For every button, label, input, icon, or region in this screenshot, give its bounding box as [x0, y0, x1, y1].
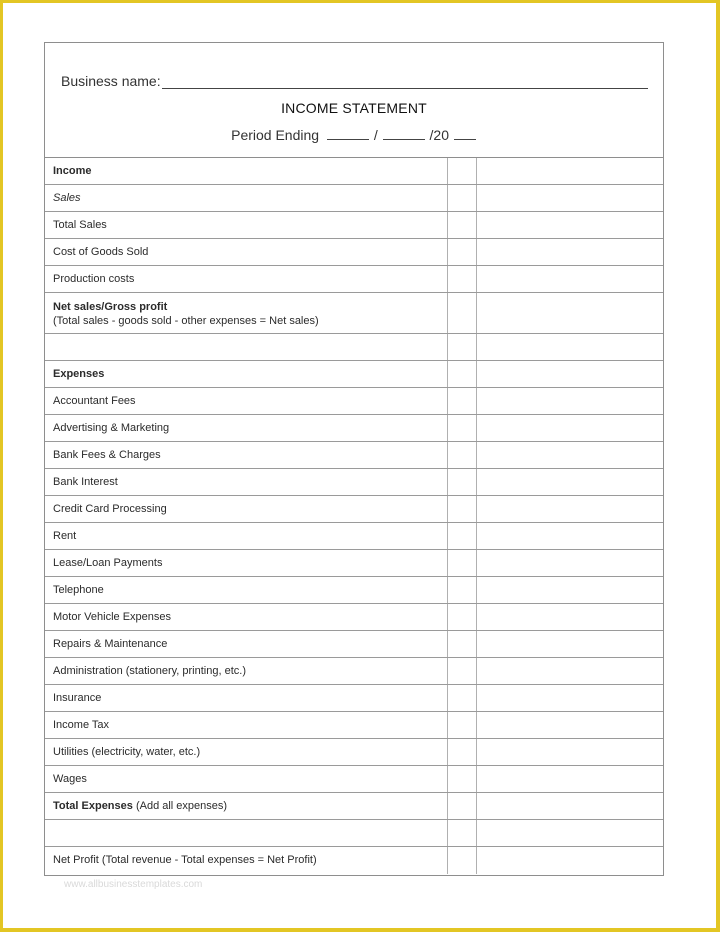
row-label-text: Net sales/Gross profit — [53, 301, 168, 313]
table-row — [45, 604, 663, 631]
amount-cell[interactable] — [476, 577, 663, 603]
table-row — [45, 577, 663, 604]
amount-cell-narrow[interactable] — [447, 266, 477, 292]
amount-cell-narrow[interactable] — [447, 361, 477, 387]
table-row — [45, 766, 663, 793]
row-label-text: Bank Fees & Charges — [53, 449, 161, 461]
row-label-text: Repairs & Maintenance — [53, 638, 168, 650]
row-label-text: Total Sales — [53, 219, 107, 231]
row-label — [53, 300, 319, 328]
amount-cell[interactable] — [476, 388, 663, 414]
row-label-text: Lease/Loan Payments — [53, 557, 163, 569]
row-label-text: Insurance — [53, 692, 102, 704]
table-row — [45, 685, 663, 712]
business-name-label: Business name: — [61, 73, 161, 89]
row-label-note: (Add all expenses) — [132, 800, 228, 812]
table-row — [45, 415, 663, 442]
amount-cell[interactable] — [476, 658, 663, 684]
row-label — [53, 165, 92, 177]
row-label — [53, 395, 136, 407]
row-label — [53, 773, 87, 785]
table-row — [45, 239, 663, 266]
amount-cell-narrow[interactable] — [447, 496, 477, 522]
amount-cell-narrow[interactable] — [447, 523, 477, 549]
amount-cell[interactable] — [476, 631, 663, 657]
amount-cell-narrow[interactable] — [447, 604, 477, 630]
table-row — [45, 658, 663, 685]
amount-cell-narrow[interactable] — [447, 442, 477, 468]
amount-cell[interactable] — [476, 239, 663, 265]
amount-cell[interactable] — [476, 185, 663, 211]
row-label-text: Bank Interest — [53, 476, 118, 488]
row-label-text: Expenses — [53, 368, 105, 380]
table-row — [45, 847, 663, 874]
row-label — [53, 503, 167, 515]
amount-cell[interactable] — [476, 550, 663, 576]
table-row — [45, 212, 663, 239]
row-label-text: Motor Vehicle Expenses — [53, 611, 172, 623]
amount-cell-narrow[interactable] — [447, 185, 477, 211]
table-row — [45, 739, 663, 766]
row-label — [53, 800, 227, 812]
row-label-text: Cost of Goods Sold — [53, 246, 149, 258]
row-label — [53, 719, 109, 731]
amount-cell[interactable] — [476, 604, 663, 630]
amount-cell-narrow[interactable] — [447, 577, 477, 603]
table-row — [45, 334, 663, 361]
amount-cell[interactable] — [476, 293, 663, 333]
amount-cell[interactable] — [476, 712, 663, 738]
income-statement-form — [44, 42, 664, 876]
amount-cell-narrow[interactable] — [447, 239, 477, 265]
row-label — [53, 368, 104, 380]
row-label-text: Credit Card Processing — [53, 503, 167, 515]
amount-cell-narrow[interactable] — [447, 766, 477, 792]
row-label — [53, 192, 81, 204]
amount-cell-narrow[interactable] — [447, 739, 477, 765]
amount-cell[interactable] — [476, 523, 663, 549]
row-label-text: Income — [53, 165, 92, 177]
row-label-text: Utilities (electricity, water, etc.) — [53, 746, 201, 758]
row-label — [53, 584, 104, 596]
amount-cell-narrow[interactable] — [447, 334, 477, 360]
business-name-input[interactable] — [162, 74, 648, 89]
row-label-text: Total Expenses — [53, 800, 133, 812]
row-label — [53, 530, 76, 542]
amount-cell[interactable] — [476, 469, 663, 495]
amount-cell[interactable] — [476, 442, 663, 468]
row-label — [53, 854, 317, 866]
amount-cell[interactable] — [476, 766, 663, 792]
amount-cell[interactable] — [476, 266, 663, 292]
row-label — [53, 449, 161, 461]
amount-cell-narrow[interactable] — [447, 550, 477, 576]
amount-cell[interactable] — [476, 739, 663, 765]
amount-cell[interactable] — [476, 415, 663, 441]
amount-cell-narrow[interactable] — [447, 415, 477, 441]
table-row — [45, 793, 663, 820]
table-row — [45, 293, 663, 334]
table-row — [45, 361, 663, 388]
statement-table — [45, 157, 663, 874]
table-row — [45, 550, 663, 577]
amount-cell-narrow[interactable] — [447, 293, 477, 333]
row-label-subtext: (Total sales - goods sold - other expenses = Net sales) — [53, 315, 319, 327]
amount-cell[interactable] — [476, 793, 663, 819]
amount-cell[interactable] — [476, 847, 663, 874]
table-row — [45, 185, 663, 212]
table-row — [45, 388, 663, 415]
page-title: INCOME STATEMENT — [281, 100, 427, 116]
row-label-text: Accountant Fees — [53, 395, 136, 407]
row-label-text: Telephone — [53, 584, 104, 596]
amount-cell[interactable] — [476, 334, 663, 360]
period-year-prefix: /20 — [429, 127, 449, 143]
table-row — [45, 712, 663, 739]
form-header — [45, 43, 663, 157]
period-separator: / — [373, 127, 378, 143]
table-row — [45, 523, 663, 550]
table-row — [45, 158, 663, 185]
row-label — [53, 611, 171, 623]
business-name-field — [61, 73, 648, 89]
row-label — [53, 476, 118, 488]
amount-cell-narrow[interactable] — [447, 158, 477, 184]
period-label: Period Ending — [231, 127, 320, 143]
amount-cell[interactable] — [476, 158, 663, 184]
row-label — [53, 273, 134, 285]
amount-cell-narrow[interactable] — [447, 658, 477, 684]
amount-cell-narrow[interactable] — [447, 212, 477, 238]
amount-cell-narrow[interactable] — [447, 388, 477, 414]
row-label-text: Wages — [53, 773, 87, 785]
table-row — [45, 442, 663, 469]
amount-cell-narrow[interactable] — [447, 469, 477, 495]
amount-cell[interactable] — [476, 820, 663, 846]
period-year-input[interactable] — [454, 127, 476, 140]
watermark: www.allbusinesstemplates.com — [64, 879, 203, 890]
amount-cell-narrow[interactable] — [447, 631, 477, 657]
row-label-text: Production costs — [53, 273, 135, 285]
row-label — [53, 746, 200, 758]
amount-cell-narrow[interactable] — [447, 685, 477, 711]
amount-cell-narrow[interactable] — [447, 847, 477, 874]
row-label-text: Net Profit (Total revenue - Total expenses = Net Profit) — [53, 854, 317, 866]
table-row — [45, 631, 663, 658]
row-label-text: Advertising & Marketing — [53, 422, 170, 434]
amount-cell[interactable] — [476, 212, 663, 238]
amount-cell[interactable] — [476, 685, 663, 711]
row-label — [53, 219, 107, 231]
row-label-text: Income Tax — [53, 719, 110, 731]
row-label-text: Sales — [53, 192, 81, 204]
amount-cell-narrow[interactable] — [447, 712, 477, 738]
row-label — [53, 692, 101, 704]
amount-cell-narrow[interactable] — [447, 793, 477, 819]
table-row — [45, 469, 663, 496]
row-label-text: Administration (stationery, printing, etc.) — [53, 665, 246, 677]
table-row — [45, 266, 663, 293]
amount-cell[interactable] — [476, 361, 663, 387]
row-label — [53, 665, 246, 677]
row-label — [53, 557, 162, 569]
row-label — [53, 638, 167, 650]
table-row — [45, 820, 663, 847]
period-month-input[interactable] — [327, 127, 369, 140]
row-label — [53, 246, 148, 258]
amount-cell[interactable] — [476, 496, 663, 522]
period-ending — [45, 127, 663, 143]
amount-cell-narrow[interactable] — [447, 820, 477, 846]
row-label — [53, 422, 169, 434]
period-day-input[interactable] — [383, 127, 425, 140]
row-label-text: Rent — [53, 530, 77, 542]
table-row — [45, 496, 663, 523]
